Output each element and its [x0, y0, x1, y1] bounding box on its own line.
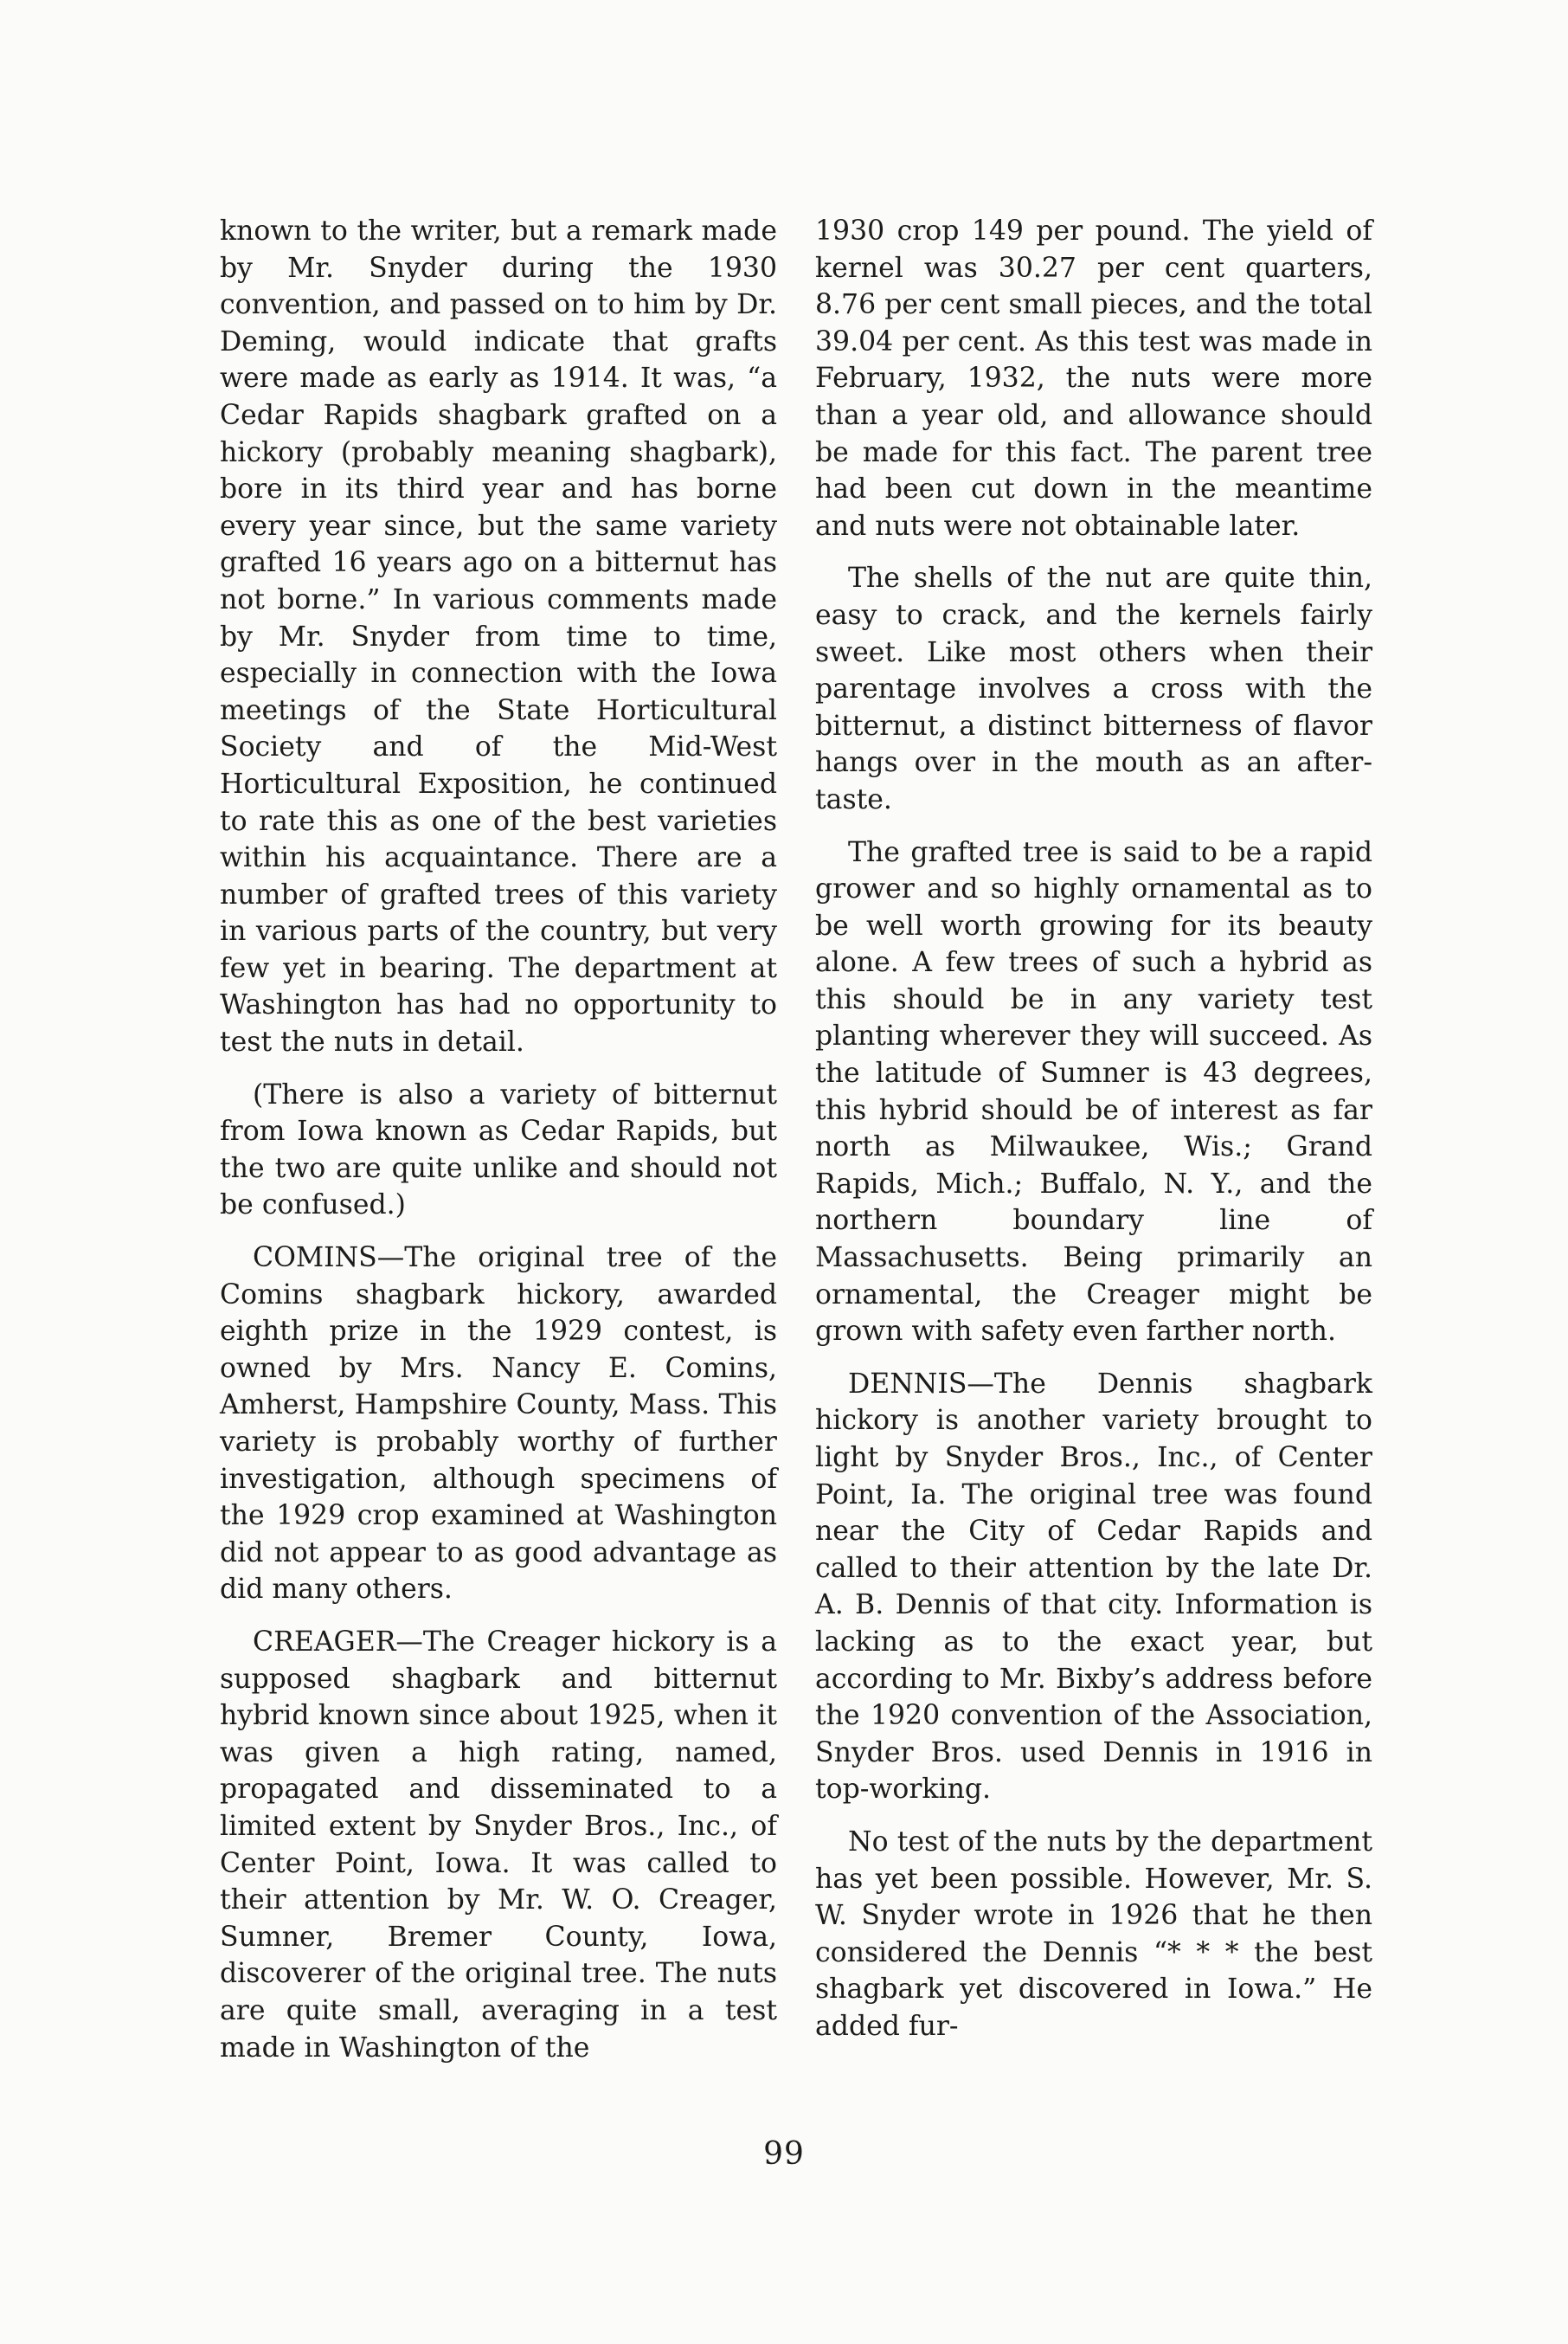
paragraph-dennis: DENNIS—The Dennis shagbark hickory is another variety brought to light by Snyder Bros., Inc., of Center Point, Ia. The original tree was found near the City of Cedar Rapids and called to their attention by the late Dr. A. B. Dennis of that city. Information is lacking as to the exact year, but according to Mr. Bixby’s address before the 1920 convention of the Association, Snyder Bros. used Dennis in 1916 in top-working.: [815, 1368, 1372, 1806]
paragraph-creager-continued: 1930 crop 149 per pound. The yield of kernel was 30.27 per cent quarters, 8.76 per cent small pieces, and the total 39.04 per cent. As this test was made in February, 1932, the nuts were more than a year old, and allowance should be made for this fact. The parent tree had been cut down in the meantime and nuts were not obtainable later.: [815, 216, 1372, 542]
left-column: [220, 213, 777, 2082]
page-number: 99: [763, 2136, 805, 2172]
right-column: [815, 213, 1372, 2061]
paragraph-creager-shells: The shells of the nut are quite thin, easy to crack, and the kernels fairly sweet. Like most others when their parentage involves a cross with the bitternut, a distinct bitterness of flavor hangs over in the mouth as an after-taste.: [815, 563, 1372, 815]
paragraph-dennis-test: No test of the nuts by the department has yet been possible. However, Mr. S. W. Snyder wrote in 1926 that he then considered the Dennis “* * * the best shagbark yet discovered in Iowa.” He added fur-: [815, 1826, 1372, 2042]
paragraph-creager-grafted-tree: The grafted tree is said to be a rapid grower and so highly ornamental as to be well worth growing for its beauty alone. A few trees of such a hybrid as this should be in any variety test planting wherever they will succeed. As the latitude of Sumner is 43 degrees, this hybrid should be of interest as far north as Milwaukee, Wis.; Grand Rapids, Mich.; Buffalo, N. Y., and the northern boundary line of Massachusetts. Being primarily an ornamental, the Creager might be grown with safety even farther north.: [815, 836, 1372, 1348]
paragraph-comins: COMINS—The original tree of the Comins shagbark hickory, awarded eighth prize in the 1929 contest, is owned by Mrs. Nancy E. Comins, Amherst, Hampshire County, Mass. This variety is probably worthy of further investigation, although specimens of the 1929 crop examined at Washington did not appear to as good advantage as did many others.: [220, 1242, 777, 1606]
paragraph-creager: CREAGER—The Creager hickory is a supposed shagbark and bitternut hybrid known since about 1925, when it was given a high rating, named, propagated and disseminated to a limited extent by Snyder Bros., Inc., of Center Point, Iowa. It was called to their attention by Mr. W. O. Creager, Sumner, Bremer County, Iowa, discoverer of the original tree. The nuts are quite small, averaging in a test made in Washington of the: [220, 1626, 777, 2064]
paragraph-bitternut-note: (There is also a variety of bitternut from Iowa known as Cedar Rapids, but the two are quite unlike and should not be confused.): [220, 1079, 777, 1221]
paragraph-cedar-rapids-continued: known to the writer, but a remark made by Mr. Snyder during the 1930 convention, and passed on to him by Dr. Deming, would indicate that grafts were made as early as 1914. It was, “a Cedar Rapids shagbark grafted on a hickory (probably meaning shagbark), bore in its third year and has borne every year since, but the same variety grafted 16 years ago on a bitternut has not borne.” In various comments made by Mr. Snyder from time to time, especially in connection with the Iowa meetings of the State Horticultural Society and of the Mid-West Horticultural Exposition, he continued to rate this as one of the best varieties within his acquaintance. There are a number of grafted trees of this variety in various parts of the country, but very few yet in bearing. The department at Washington has had no opportunity to test the nuts in detail.: [220, 216, 777, 1059]
